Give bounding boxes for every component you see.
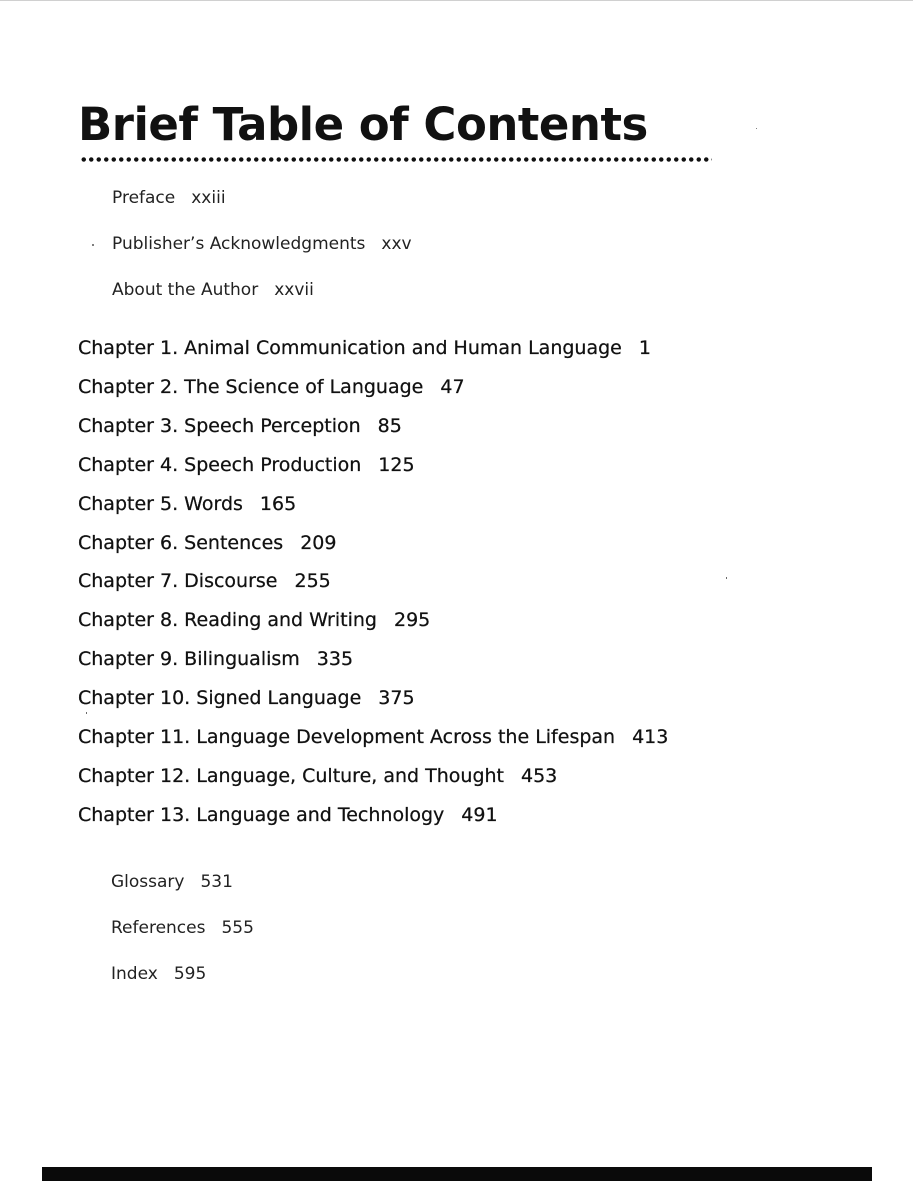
entry-page-number: 453 (521, 765, 558, 787)
entry-page-number: xxv (381, 234, 412, 254)
entry-label: About the Author (112, 280, 259, 300)
toc-entry-chapter-3[interactable] (78, 415, 402, 437)
entry-page-number: 125 (378, 454, 415, 476)
toc-entry-chapter-12[interactable] (78, 765, 557, 787)
toc-entry-chapter-11[interactable] (78, 726, 668, 748)
toc-entry-chapter-5[interactable] (78, 493, 296, 515)
entry-label: Chapter 8. Reading and Writing (78, 609, 377, 631)
toc-entry-chapter-6[interactable] (78, 532, 336, 554)
toc-entry-acknowledgments[interactable] (112, 234, 412, 254)
toc-entry-chapter-4[interactable] (78, 454, 415, 476)
entry-page-number: 295 (393, 609, 431, 631)
toc-entry-chapter-2[interactable] (78, 376, 465, 398)
scan-speck (756, 128, 757, 129)
entry-label: Preface (112, 188, 176, 208)
entry-page-number: 531 (200, 872, 233, 892)
entry-page-number: 165 (259, 493, 297, 515)
entry-label: References (111, 918, 206, 938)
entry-label: Chapter 7. Discourse (78, 570, 278, 592)
toc-entry-about-author[interactable] (112, 280, 314, 300)
entry-label: Chapter 1. Animal Communication and Human Language (78, 337, 622, 359)
scan-speck (726, 577, 727, 579)
entry-label: Chapter 2. The Science of Language (78, 376, 424, 398)
entry-page-number: 1 (638, 337, 651, 359)
toc-entry-chapter-1[interactable] (78, 337, 651, 359)
bottom-black-bar (42, 1167, 872, 1181)
entry-page-number: 85 (377, 415, 402, 437)
toc-entry-chapter-7[interactable] (78, 570, 331, 592)
toc-entry-preface[interactable] (112, 188, 226, 208)
entry-label: Chapter 10. Signed Language (78, 687, 362, 709)
dotted-rule-divider (80, 156, 712, 163)
entry-label: Glossary (111, 872, 185, 892)
toc-entry-glossary[interactable] (111, 872, 233, 892)
entry-page-number: 209 (300, 532, 337, 554)
toc-entry-chapter-13[interactable] (78, 804, 498, 826)
page-top-edge (0, 0, 913, 1)
toc-entry-chapter-10[interactable] (78, 687, 415, 709)
toc-entry-index[interactable] (111, 964, 206, 984)
entry-label: Chapter 9. Bilingualism (78, 648, 300, 670)
entry-label: Chapter 4. Speech Production (78, 454, 362, 476)
scan-speck (86, 712, 87, 714)
entry-page-number: 491 (461, 804, 498, 826)
entry-label: Chapter 13. Language and Technology (78, 804, 445, 826)
toc-entry-references[interactable] (111, 918, 254, 938)
entry-page-number: 47 (440, 376, 465, 398)
entry-label: Chapter 6. Sentences (78, 532, 284, 554)
entry-page-number: 595 (173, 964, 207, 984)
entry-label: Chapter 5. Words (78, 493, 243, 515)
entry-label: Chapter 11. Language Development Across the Lifespan (78, 726, 616, 748)
entry-page-number: 335 (316, 648, 354, 670)
scan-speck (92, 244, 94, 246)
toc-entry-chapter-9[interactable] (78, 648, 353, 670)
toc-entry-chapter-8[interactable] (78, 609, 430, 631)
page-title: Brief Table of Contents (78, 98, 648, 151)
entry-page-number: xxiii (191, 188, 226, 208)
entry-page-number: xxvii (274, 280, 314, 300)
entry-label: Index (111, 964, 158, 984)
entry-label: Chapter 3. Speech Perception (78, 415, 361, 437)
entry-page-number: 255 (294, 570, 331, 592)
entry-page-number: 375 (378, 687, 415, 709)
entry-label: Publisher’s Acknowledgments (112, 234, 366, 254)
entry-page-number: 555 (221, 918, 254, 938)
entry-label: Chapter 12. Language, Culture, and Thought (78, 765, 504, 787)
entry-page-number: 413 (632, 726, 669, 748)
